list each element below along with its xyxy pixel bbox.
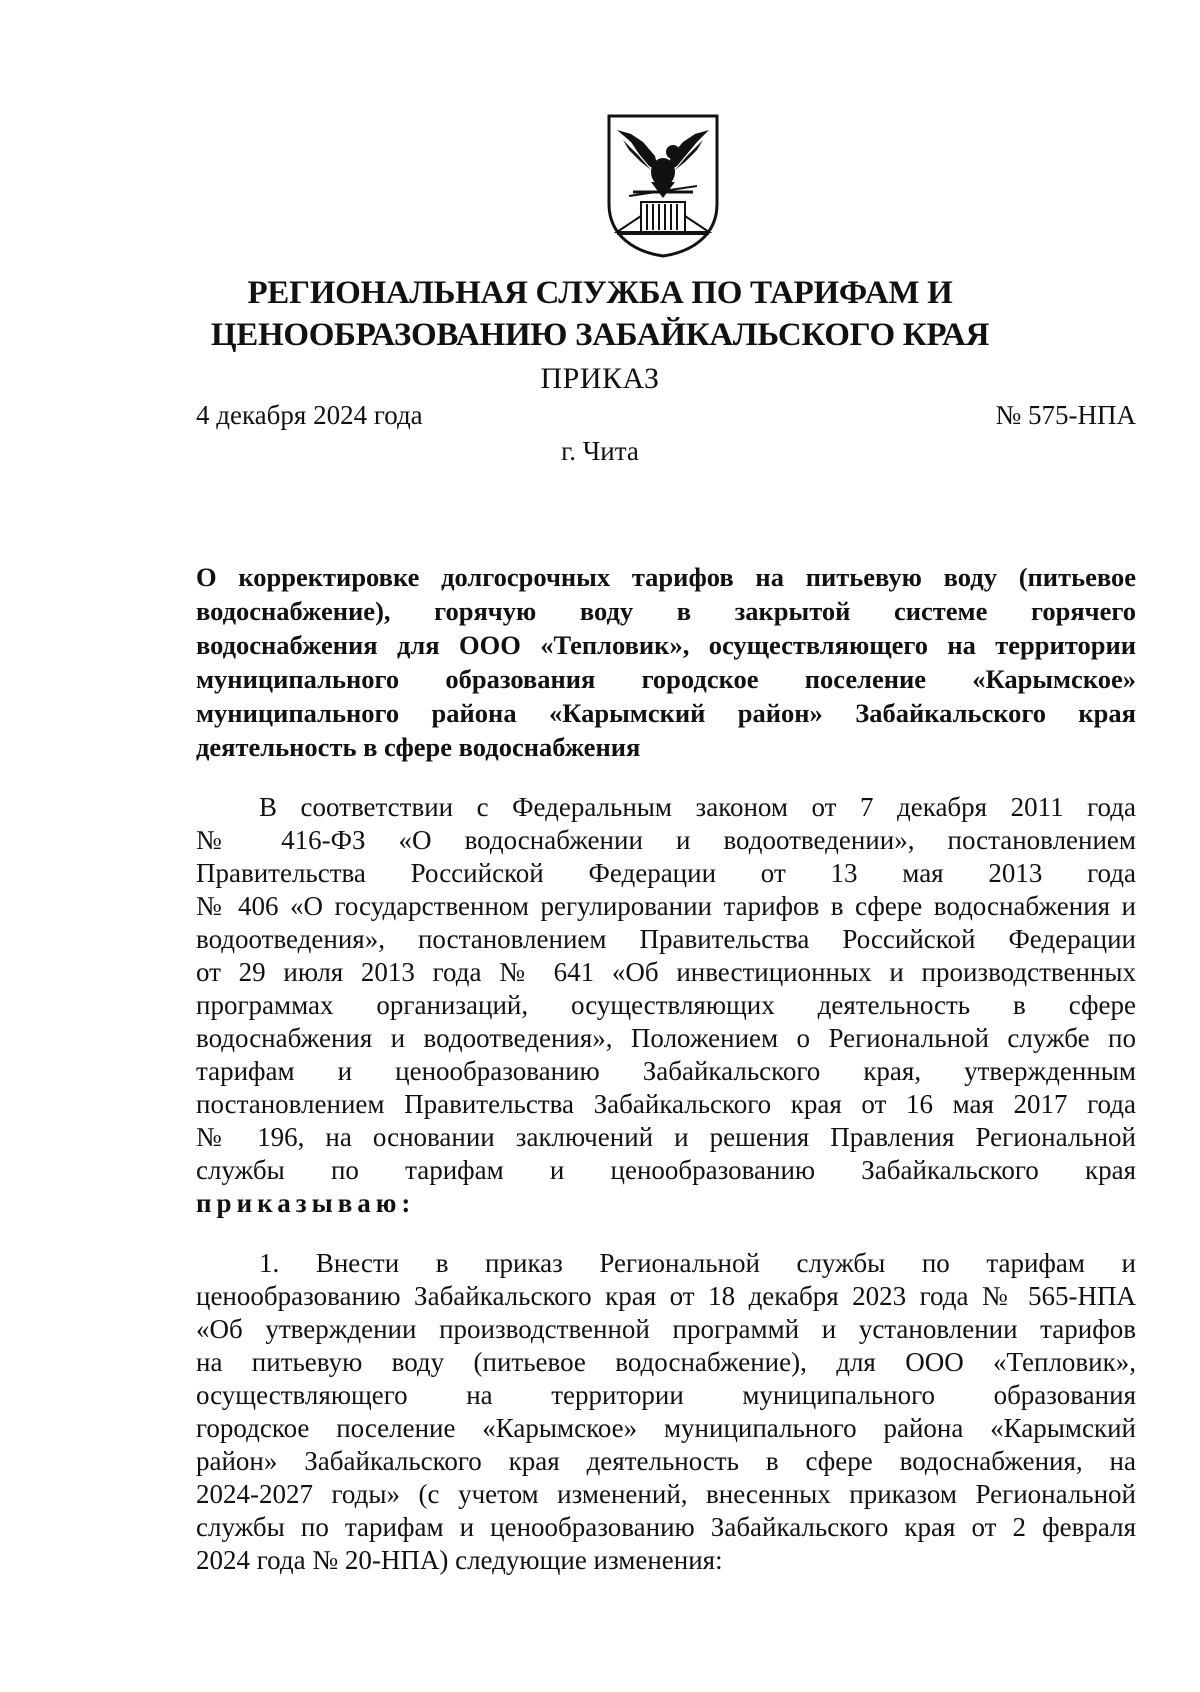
document-type: ПРИКАЗ [540,362,660,395]
preamble-line: службы по тарифам и ценообразованию Забайкальского края [196,1155,1136,1185]
item-line: на питьевую воду (питьевое водоснабжение), для ООО «Тепловик», [196,1347,1136,1377]
organization-title [0,272,1200,356]
preamble-line: В соответствии с Федеральным законом от 7 декабря 2011 года [259,792,1136,822]
preamble-line: № 406 «О государственном регулировании тарифов в сфере водоснабжения и [196,891,1136,921]
subject-line: деятельность в сфере водоснабжения [196,732,641,762]
item-line: «Об утверждении производственной программй и установлении тарифов [196,1314,1136,1344]
item-line: 2024 года № 20-НПА) следующие изменения: [196,1545,723,1575]
order-word: приказываю: [196,1188,416,1218]
subject-line: водоснабжение), горячую воду в закрытой системе горячего [196,596,1136,626]
coat-of-arms-icon [603,112,723,258]
item-line: район» Забайкальского края деятельность в сфере водоснабжения, на [196,1446,1136,1476]
organization-title-line-1: РЕГИОНАЛЬНАЯ СЛУЖБА ПО ТАРИФАМ И [247,275,953,311]
preamble-line: от 29 июля 2013 года № 641 «Об инвестиционных и производственных [196,957,1136,987]
item-line: городское поселение «Карымское» муниципального района «Карымский [196,1413,1136,1443]
organization-title-line-2: ЦЕНООБРАЗОВАНИЮ ЗАБАЙКАЛЬСКОГО КРАЯ [210,317,990,353]
item-line: 1. Внести в приказ Региональной службы по тарифам и [259,1248,1136,1278]
document-number: № 575-НПА [995,400,1136,430]
preamble-line: № 416-ФЗ «О водоснабжении и водоотведении», постановлением [196,825,1136,855]
subject-line: водоснабжения для ООО «Тепловик», осуществляющего на территории [196,630,1136,660]
subject-line: муниципального образования городское поселение «Карымское» [196,664,1136,694]
preamble-line: водоснабжения и водоотведения», Положением о Региональной службе по [196,1023,1136,1053]
preamble-line: программах организаций, осуществляющих деятельность в сфере [196,990,1136,1020]
preamble-line: водоотведения», постановлением Правительства Российской Федерации [196,924,1136,954]
item-line: ценообразованию Забайкальского края от 18 декабря 2023 года № 565-НПА [196,1281,1136,1311]
subject-line: муниципального района «Карымский район» Забайкальского края [196,698,1136,728]
subject-line: О корректировке долгосрочных тарифов на питьевую воду (питьевое [196,562,1136,592]
document-city: г. Чита [561,436,639,466]
preamble-line: № 196, на основании заключений и решения Правления Региональной [196,1122,1136,1152]
preamble-line: Правительства Российской Федерации от 13 мая 2013 года [196,858,1136,888]
item-line: осуществляющего на территории муниципального образования [196,1380,1136,1410]
item-line: 2024-2027 годы» (с учетом изменений, внесенных приказом Региональной [196,1479,1136,1509]
preamble-line: тарифам и ценообразованию Забайкальского края, утвержденным [196,1056,1136,1086]
item-line: службы по тарифам и ценообразованию Забайкальского края от 2 февраля [196,1512,1136,1542]
preamble-line: постановлением Правительства Забайкальского края от 16 мая 2017 года [196,1089,1136,1119]
document-date: 4 декабря 2024 года [196,400,423,430]
